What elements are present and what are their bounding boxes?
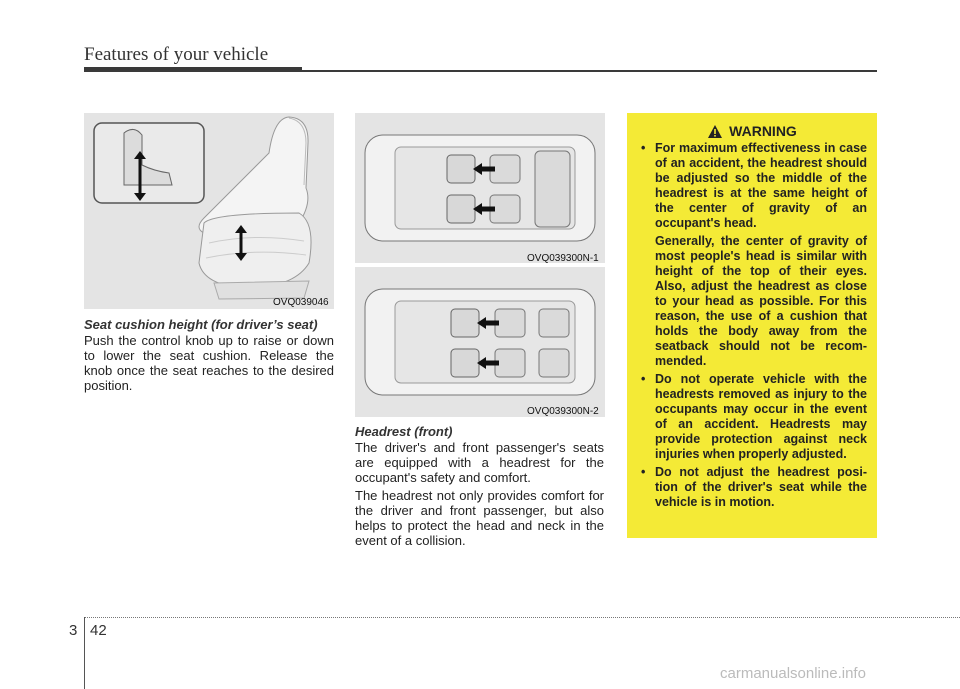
van-illustration-1 <box>355 113 605 263</box>
warning-item <box>637 465 867 510</box>
chapter-number: 3 <box>69 622 78 639</box>
van-illustration-2 <box>355 267 605 417</box>
headrest-heading: Headrest (front) <box>355 424 453 439</box>
headrest-para-2: The headrest not only provides comfort for the driver and front passenger, but also helps to protect the head and neck in the event of a collision. <box>355 488 604 548</box>
headrest-para-1: The driver's and front passenger's seats are equipped with a headrest for the occupant's safety and comfort. <box>355 440 604 485</box>
figure-label-van-2: OVQ039300N-2 <box>527 406 599 417</box>
page-number: 42 <box>90 622 107 639</box>
seat-cushion-heading: Seat cushion height (for driver’s seat) <box>84 317 318 332</box>
warning-item-1-p2: Generally, the center of gravity of most people's head is similar with height of the top of their eyes. Also, adjust the headrest as close to your head as possible. For this reason, the use of a cushion that holds the body away from the seatback should not be recom-mended. <box>655 234 867 368</box>
warning-header <box>637 123 867 139</box>
bullet: • <box>641 372 646 386</box>
figure-label-seat: OVQ039046 <box>273 297 329 308</box>
warning-item <box>637 372 867 462</box>
seat-drawing <box>84 113 334 309</box>
bullet: • <box>641 141 646 155</box>
header-rule-thick <box>84 67 302 72</box>
warning-item-3: Do not adjust the headrest posi-tion of the driver's seat while the vehicle is in motion. <box>655 465 867 509</box>
watermark: carmanualsonline.info <box>720 665 866 682</box>
warning-box <box>627 113 877 538</box>
warning-triangle-icon <box>707 124 723 139</box>
header-rule-thin <box>302 70 877 72</box>
bullet: • <box>641 465 646 479</box>
footer-rule <box>84 617 960 618</box>
warning-item <box>637 141 867 369</box>
footer-divider <box>84 617 85 689</box>
seat-illustration <box>84 113 334 309</box>
warning-title: WARNING <box>729 123 797 139</box>
warning-item-1-p1: For maximum effectiveness in case of an accident, the headrest should be adjusted so the middle of the headrest is at the same height of the center of gravity of an occupant's head. <box>655 141 867 230</box>
seat-cushion-body: Push the control knob up to raise or down to lower the seat cushion. Release the knob once the seat reaches to the desired position. <box>84 333 334 393</box>
figure-label-van-1: OVQ039300N-1 <box>527 253 599 264</box>
warning-list <box>637 141 867 510</box>
van-drawing-1 <box>355 113 605 263</box>
page-header-title: Features of your vehicle <box>84 44 269 65</box>
van-drawing-2 <box>355 267 605 417</box>
warning-item-2: Do not operate vehicle with the headrests removed as injury to the occupants may occur in the event of an accident. Headrests may provide protection against neck injuries when properly adjusted. <box>655 372 867 461</box>
